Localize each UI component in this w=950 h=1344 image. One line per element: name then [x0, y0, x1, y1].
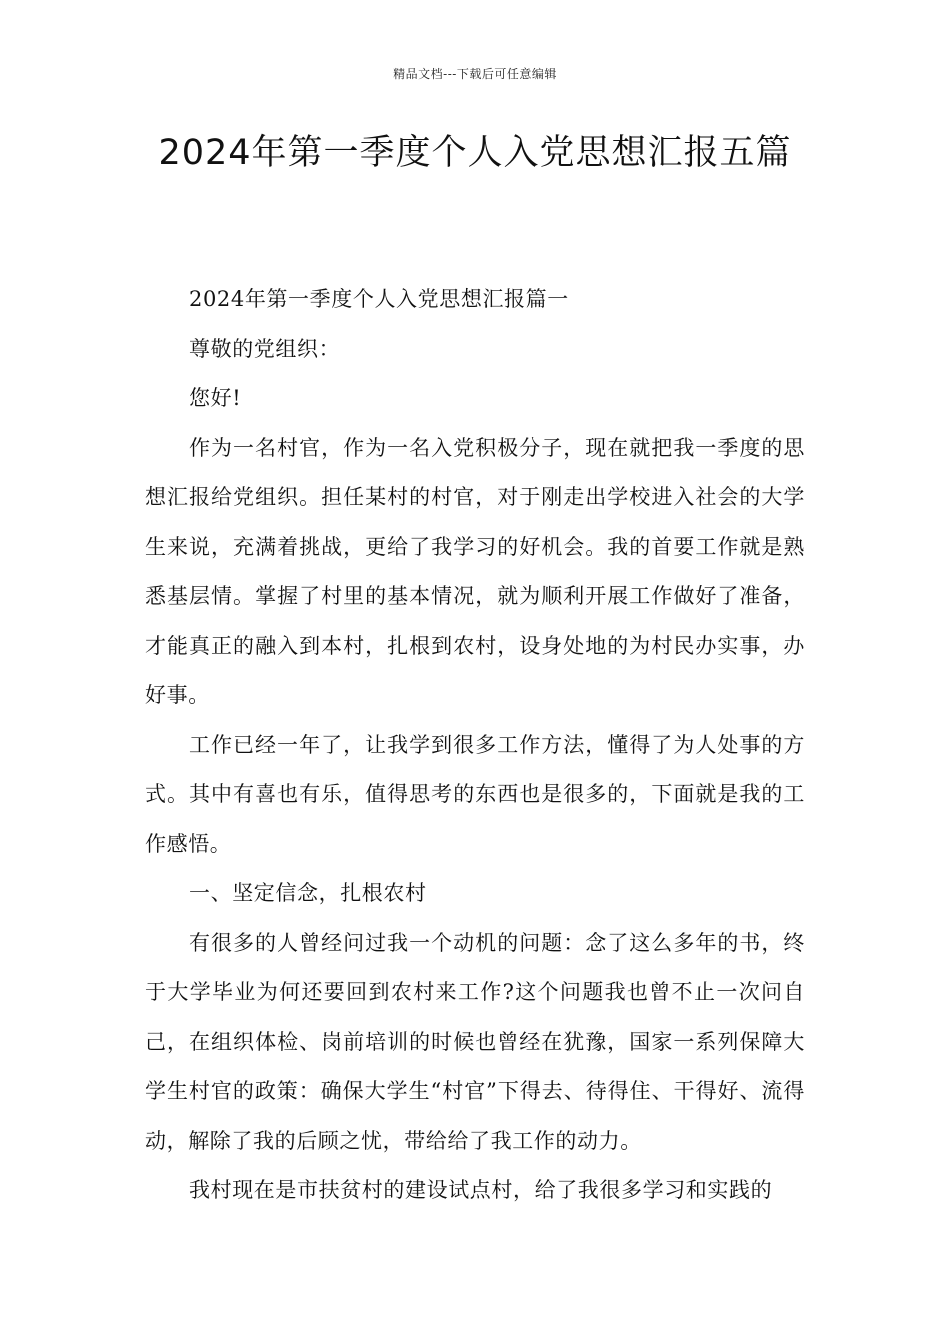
greeting-paragraph: 您好! [189, 386, 242, 410]
body-paragraph: 工作已经一年了，让我学到很多工作方法，懂得了为人处事的方式。其中有喜也有乐，值得思考的东西也是很多的，下面就是我的工作感悟。 [145, 732, 805, 856]
body-paragraph: 作为一名村官，作为一名入党积极分子，现在就把我一季度的思想汇报给党组织。担任某村的村官，对于刚走出学校进入社会的大学生来说，充满着挑战，更给了我学习的好机会。我的首要工作就是熟悉基层情。掌握了村里的基本情况，就为顺利开展工作做好了准备，才能真正的融入到本村，扎根到农村，设身处地的为村民办实事，办好事。 [145, 435, 805, 707]
document-title: 2024年第一季度个人入党思想汇报五篇 [158, 133, 792, 173]
document-body [145, 275, 805, 1216]
salutation-paragraph: 尊敬的党组织： [189, 336, 341, 361]
body-paragraph: 有很多的人曾经问过我一个动机的问题：念了这么多年的书，终于大学毕业为何还要回到农村来工作?这个问题我也曾不止一次问自己，在组织体检、岗前培训的时候也曾经在犹豫，国家一系列保障大学生村官的政策：确保大学生“村官”下得去、待得住、干得好、流得动，解除了我的后顾之忧，带给给了我工作的动力。 [145, 930, 805, 1153]
body-paragraph: 我村现在是市扶贫村的建设试点村，给了我很多学习和实践的 [189, 1178, 773, 1202]
section-heading: 一、坚定信念，扎根农村 [189, 881, 427, 905]
subtitle-paragraph: 2024年第一季度个人入党思想汇报篇一 [189, 287, 569, 311]
header-note: 精品文档---下载后可任意编辑 [393, 67, 557, 81]
